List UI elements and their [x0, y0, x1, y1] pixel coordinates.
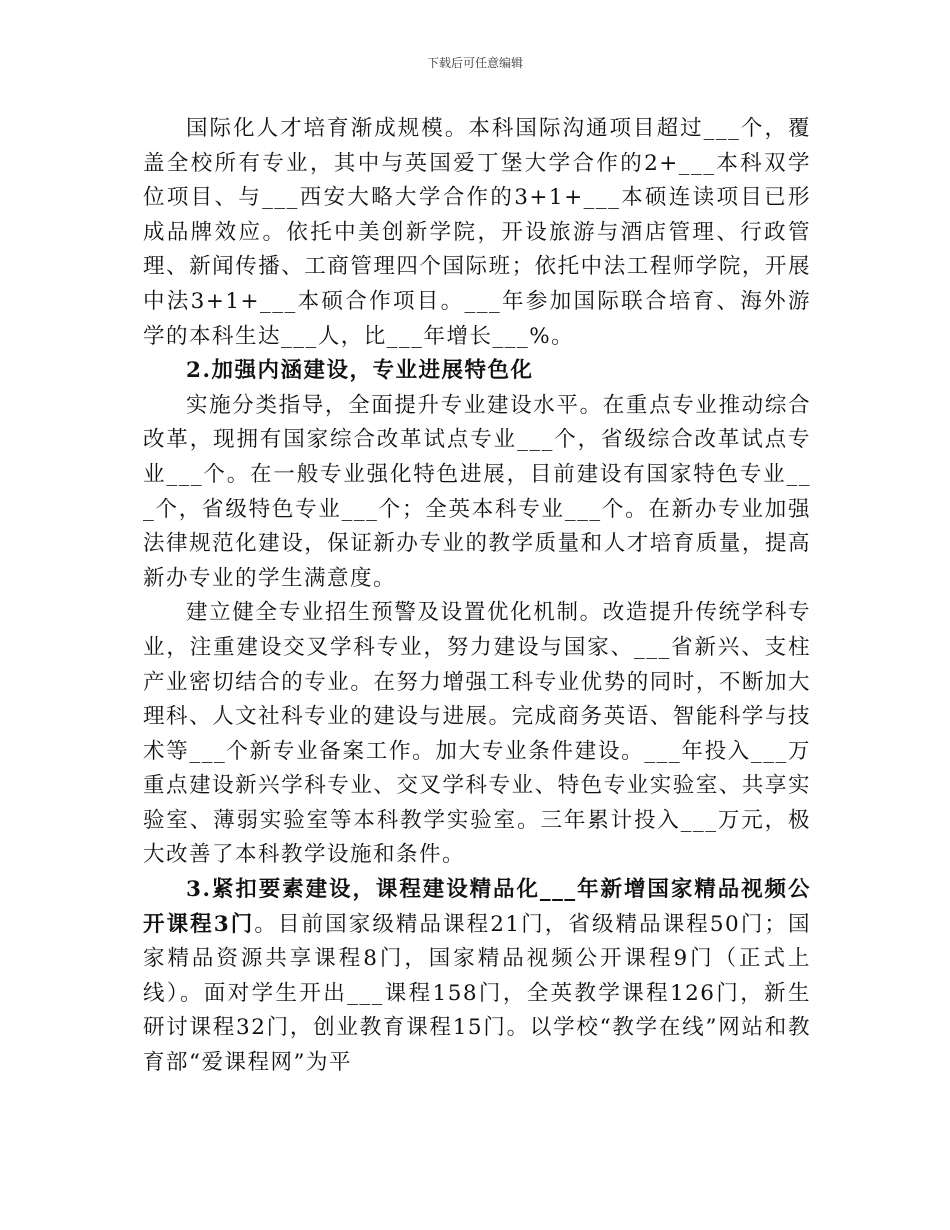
paragraph-classified-guidance: 实施分类指导，全面提升专业建设水平。在重点专业推动综合改革，现拥有国家综合改革试点专业___个，省级综合改革试点专业___个。在一般专业强化特色进展，目前建设有国家特色专业___个，省级特色专业___个；全英本科专业___个。在新办专业加强法律规范化建设，保证新办专业的教学质量和人才培育质量，提高新办专业的学生满意度。 [143, 392, 811, 591]
page-header: 下载后可任意编辑 [426, 56, 523, 70]
paragraph-international-talent: 国际化人才培育渐成规模。本科国际沟通项目超过___个，覆盖全校所有专业，其中与英国爱丁堡大学合作的2+___本科双学位项目、与___西安大略大学合作的3+1+___本硕连读项目已形成品牌效应。依托中美创新学院，开设旅游与酒店管理、行政管理、新闻传播、工商管理四个国际班；依托中法工程师学院，开展中法3+1+___本硕合作项目。___年参加国际联合培育、海外游学的本科生达___人，比___年增长___%。 [143, 116, 811, 349]
document-body [143, 112, 811, 1081]
paragraph-enrollment-warning: 建立健全专业招生预警及设置优化机制。改造提升传统学科专业，注重建设交叉学科专业，努力建设与国家、___省新兴、支柱产业密切结合的专业。在努力增强工科专业优势的同时，不断加大理科、人文社科专业的建设与进展。完成商务英语、智能科学与技术等___个新专业备案工作。加大专业条件建设。___年投入___万重点建设新兴学科专业、交叉学科专业、特色专业实验室、共享实验室、薄弱实验室等本科教学实验室。三年累计投入___万元，极大改善了本科教学设施和条件。 [143, 600, 811, 868]
section-heading-2: 2.加强内涵建设，专业进展特色化 [186, 358, 534, 384]
course-construction-text: 。目前国家级精品课程21门，省级精品课程50门；国家精品资源共享课程8门，国家精品视频公开课程9门（正式上线）。面对学生开出___课程158门，全英教学课程126门，新生研讨课程32门，创业教育课程15门。以学校“教学在线”网站和教育部“爱课程网”为平 [143, 911, 811, 1076]
paragraph-course-construction [143, 873, 811, 1081]
section-heading-3: 3.紧扣要素建设，课程建设精品化___年新增国家精品视频公开课程3门 [143, 877, 811, 937]
